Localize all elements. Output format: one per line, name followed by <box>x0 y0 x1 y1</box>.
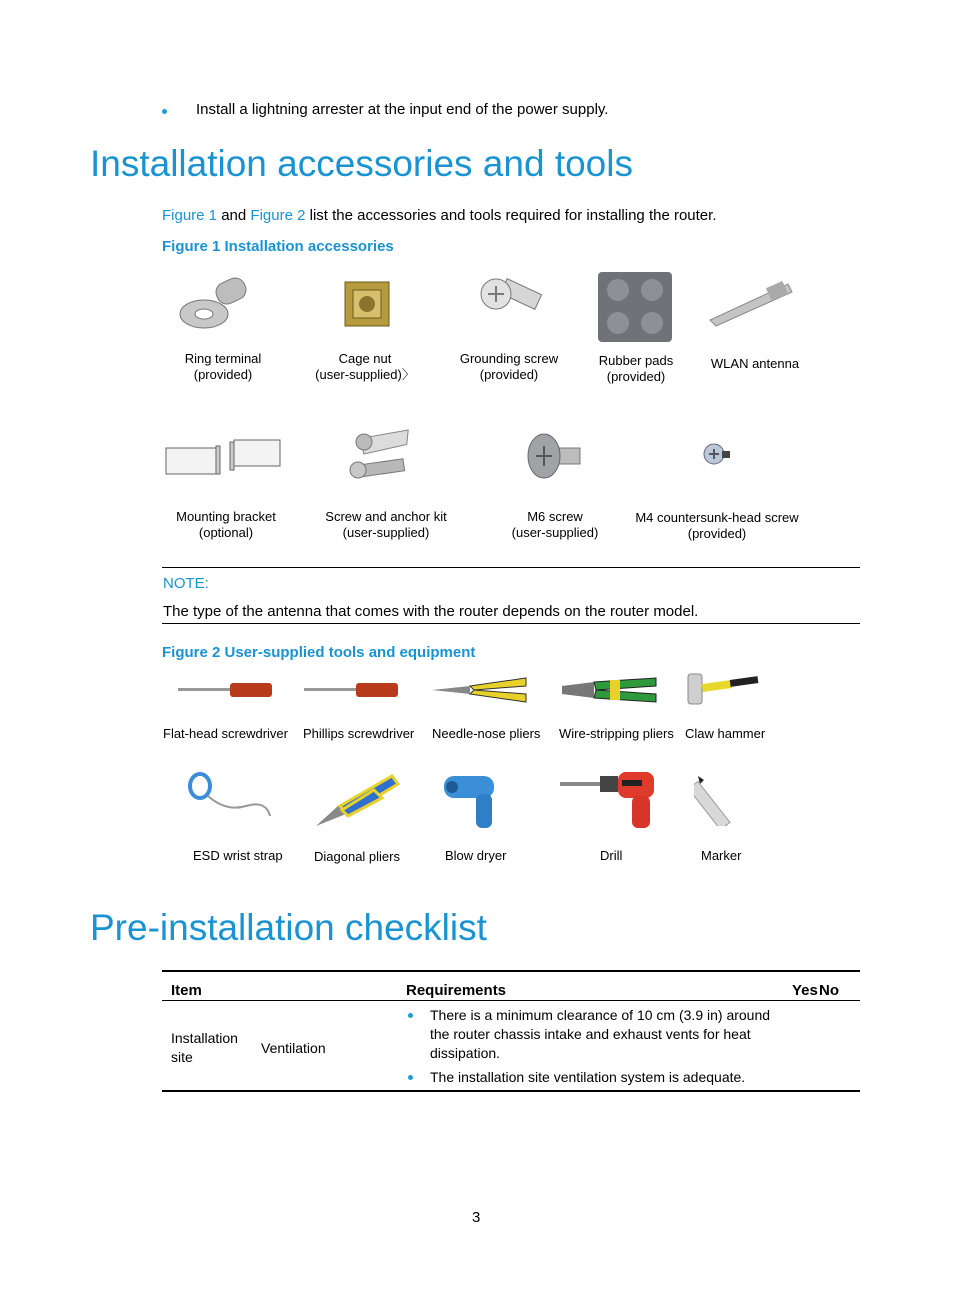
item-label-line1: Grounding screw <box>459 351 559 366</box>
note-top-rule <box>162 567 860 568</box>
marker-icon <box>694 774 742 826</box>
item-label-rubber-pads <box>590 353 682 385</box>
drill-icon <box>558 770 658 830</box>
item-label-line2: (provided) <box>193 367 253 382</box>
item-label-line1: Screw and anchor kit <box>325 509 447 524</box>
note-text: The type of the antenna that comes with the router depends on the router model. <box>163 603 699 620</box>
blow-dryer-icon <box>440 768 506 830</box>
item-label-screw-anchor-kit <box>316 509 456 541</box>
flat-head-screwdriver-icon <box>176 680 274 700</box>
item-label-line2: (optional) <box>198 525 254 540</box>
note-label: NOTE: <box>163 575 209 592</box>
intro-paragraph <box>162 206 717 226</box>
item-label-line2: (provided) <box>606 369 666 384</box>
item-label-cage-nut <box>312 351 418 383</box>
grounding-screw-icon <box>476 272 546 328</box>
item-label-m4-screw <box>630 510 804 542</box>
figure2-link[interactable]: Figure 2 <box>250 207 306 224</box>
item-label-line1: Rubber pads <box>598 353 674 368</box>
item-label-m6-screw <box>504 509 606 541</box>
figure2-caption: Figure 2 User-supplied tools and equipment <box>162 644 476 661</box>
item-label-line1: Ring terminal <box>184 351 262 366</box>
screw-anchor-kit-icon <box>348 428 414 488</box>
item-label-line2: (provided) <box>687 526 747 541</box>
item-label-line1: M4 countersunk-head screw <box>635 510 799 525</box>
tool-label-claw-hammer: Claw hammer <box>685 726 766 741</box>
esd-wrist-strap-icon <box>186 772 272 824</box>
table-cell-item-line2: site <box>171 1049 193 1065</box>
item-label-grounding-screw <box>454 351 564 383</box>
table-header-requirements: Requirements <box>406 982 507 999</box>
tool-label-drill: Drill <box>600 848 623 863</box>
table-cell-req1 <box>430 1006 770 1063</box>
req-bullet-2 <box>408 1075 413 1080</box>
table-cell-item-line1: Installation <box>171 1030 238 1046</box>
table-header-rule <box>162 1000 860 1001</box>
table-top-rule <box>162 970 860 972</box>
table-header-yes: Yes <box>792 982 818 999</box>
diagonal-pliers-icon <box>312 770 400 832</box>
claw-hammer-icon <box>686 672 760 708</box>
tool-label-needle-nose-pliers: Needle-nose pliers <box>432 726 541 741</box>
section-heading-accessories: Installation accessories and tools <box>90 143 633 184</box>
item-label-mounting-bracket <box>166 509 286 541</box>
tool-label-esd-wrist-strap: ESD wrist strap <box>193 848 283 863</box>
item-label-line1: M6 screw <box>527 509 583 524</box>
tool-label-marker: Marker <box>701 848 742 863</box>
item-label-line1: Mounting bracket <box>176 509 276 524</box>
intro-and: and <box>217 207 251 224</box>
tool-label-wire-stripping-pliers: Wire-stripping pliers <box>559 726 674 741</box>
figure1-link[interactable]: Figure 1 <box>162 207 218 224</box>
table-cell-req2: The installation site ventilation system is adequate. <box>430 1069 746 1085</box>
section-heading-checklist: Pre-installation checklist <box>90 907 487 948</box>
tool-label-flat-head-screwdriver: Flat-head screwdriver <box>163 726 288 741</box>
item-label-line1: Cage nut <box>338 351 392 366</box>
needle-nose-pliers-icon <box>430 674 528 706</box>
item-label-line2: (user-supplied)〉 <box>315 367 415 382</box>
tool-label-diagonal-pliers: Diagonal pliers <box>314 849 400 864</box>
cage-nut-icon <box>335 276 405 332</box>
tool-label-blow-dryer: Blow dryer <box>445 848 507 863</box>
m6-screw-icon <box>524 430 584 484</box>
note-bottom-rule <box>162 623 860 624</box>
bullet-text: Install a lightning arrester at the input end of the power supply. <box>196 101 609 118</box>
item-label-line2: (provided) <box>479 367 539 382</box>
item-label-line2: (user-supplied) <box>511 525 599 540</box>
table-header-item: Item <box>171 982 202 999</box>
bullet-dot <box>162 109 167 114</box>
tool-label-phillips-screwdriver: Phillips screwdriver <box>303 726 415 741</box>
table-cell-subitem: Ventilation <box>261 1040 326 1056</box>
item-label-line1: WLAN antenna <box>710 356 800 371</box>
phillips-screwdriver-icon <box>302 680 400 700</box>
mounting-bracket-icon <box>164 436 282 478</box>
table-cell-item <box>171 1029 238 1067</box>
m4-screw-icon <box>702 440 732 470</box>
rubber-pads-icon <box>598 272 674 342</box>
req-bullet-1 <box>408 1013 413 1018</box>
item-label-wlan-antenna <box>706 356 804 372</box>
table-header-no: No <box>819 982 839 999</box>
wlan-antenna-icon <box>706 280 794 330</box>
req1-line3: dissipation. <box>430 1045 501 1061</box>
intro-rest: list the accessories and tools required for installing the router. <box>305 207 717 224</box>
wire-stripping-pliers-icon <box>560 674 658 706</box>
page-number: 3 <box>472 1209 481 1226</box>
table-bottom-rule <box>162 1090 860 1092</box>
req1-line2: the router chassis intake and exhaust vents for heat <box>430 1026 751 1042</box>
req1-line1: There is a minimum clearance of 10 cm (3.9 in) around <box>430 1007 771 1023</box>
item-label-line2: (user-supplied) <box>342 525 430 540</box>
item-label-ring-terminal <box>173 351 273 383</box>
ring-terminal-icon <box>176 274 256 334</box>
figure1-caption: Figure 1 Installation accessories <box>162 238 394 255</box>
